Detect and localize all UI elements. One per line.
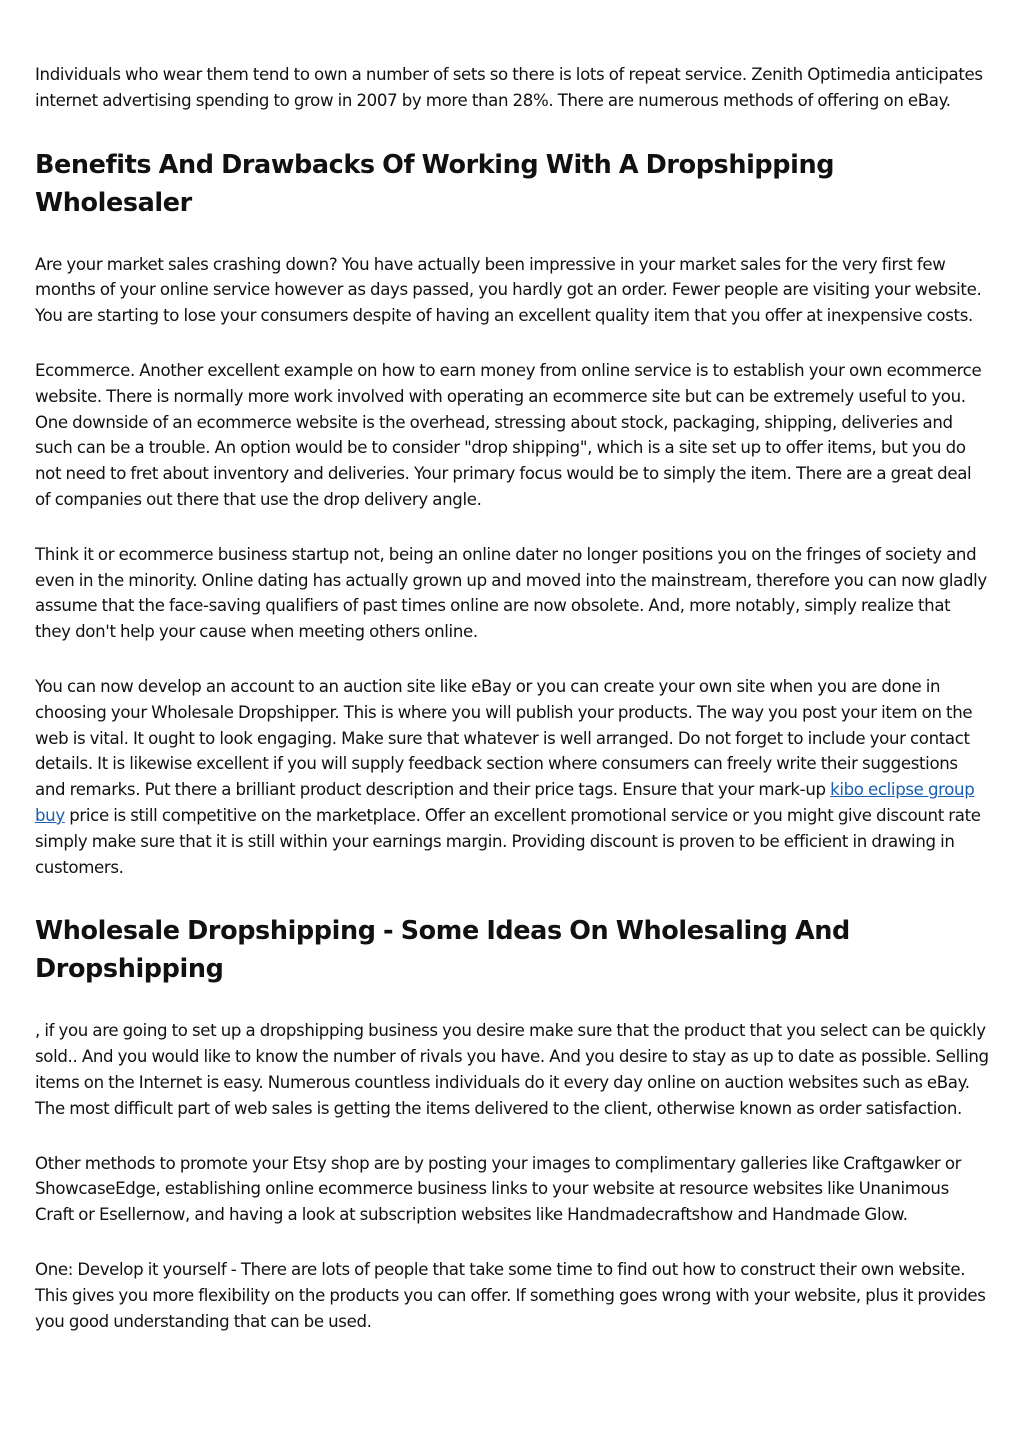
paragraph-dropshipping-business: , if you are going to set up a dropshipping business you desire make sure that the product that you select can be quickly sold.. And you would like to know the number of rivals you have. And you desire to stay as up to date as possible. Selling items on the Internet is easy. Numerous countless individuals do it every day online on auction websites such as eBay. The most difficult part of web sales is getting the items delivered to the client, otherwise known as order satisfaction. — [35, 1021, 989, 1118]
paragraph-auction-site-text-after: price is still competitive on the marketplace. Offer an excellent promotional service or you might give discount rate simply make sure that it is still within your earnings margin. Providing discount is proven to be efficient in drawing in customers. — [35, 805, 981, 877]
paragraph-etsy-promotion: Other methods to promote your Etsy shop are by posting your images to complimentary galleries like Craftgawker or ShowcaseEdge, establishing online ecommerce business links to your website at resource websites like Unanimous Craft or Esellernow, and having a look at subscription websites like Handmadecraftshow and Handmade Glow. — [35, 1153, 962, 1225]
paragraph-auction-site-text-before: You can now develop an account to an auction site like eBay or you can create your own site when you are done in choosing your Wholesale Dropshipper. This is where you will publish your products. The way you post your item on the web is vital. It ought to look engaging. Make sure that whatever is well arranged. Do not forget to include your contact details. It is likewise excellent if you will supply feedback section where consumers can freely write their suggestions and remarks. Put there a brilliant product description and their price tags. Ensure that your mark-up — [35, 676, 973, 800]
paragraph-market-sales: Are your market sales crashing down? You have actually been impressive in your market sales for the very first few months of your online service however as days passed, you hardly got an order. Fewer people are visiting your website. You are starting to lose your consumers despite of having an excellent quality item that you offer at inexpensive costs. — [35, 254, 982, 326]
heading-wholesale-dropshipping: Wholesale Dropshipping - Some Ideas On Wholesaling And Dropshipping — [35, 916, 850, 985]
paragraph-develop-yourself: One: Develop it yourself - There are lots of people that take some time to find out how to construct their own website. This gives you more flexibility on the products you can offer. If something goes wrong with your website, plus it provides you good understanding that can be used. — [35, 1259, 986, 1331]
paragraph-ecommerce: Ecommerce. Another excellent example on how to earn money from online service is to establish your own ecommerce website. There is normally more work involved with operating an ecommerce site but can be extremely useful to you. One downside of an ecommerce website is the overhead, stressing about stock, packaging, shipping, deliveries and such can be a trouble. An option would be to consider "drop shipping", which is a site set up to offer items, but you do not need to fret about inventory and deliveries. Your primary focus would be to simply the item. There are a great deal of companies out there that use the drop delivery angle. — [35, 360, 982, 509]
paragraph-auction-site — [35, 674, 990, 880]
heading-benefits-drawbacks: Benefits And Drawbacks Of Working With A Dropshipping Wholesaler — [35, 149, 835, 218]
paragraph-intro: Individuals who wear them tend to own a number of sets so there is lots of repeat service. Zenith Optimedia anticipates internet advertising spending to grow in 2007 by more than 28%. There are numerous methods of offering on eBay. — [35, 65, 983, 110]
paragraph-online-dating: Think it or ecommerce business startup not, being an online dater no longer positions you on the fringes of society and even in the minority. Online dating has actually grown up and moved into the mainstream, therefore you can now gladly assume that the face-saving qualifiers of past times online are now obsolete. And, more notably, simply realize that they don't help your cause when meeting others online. — [35, 544, 987, 642]
kibo-eclipse-link[interactable]: kibo eclipse group buy — [35, 780, 975, 825]
